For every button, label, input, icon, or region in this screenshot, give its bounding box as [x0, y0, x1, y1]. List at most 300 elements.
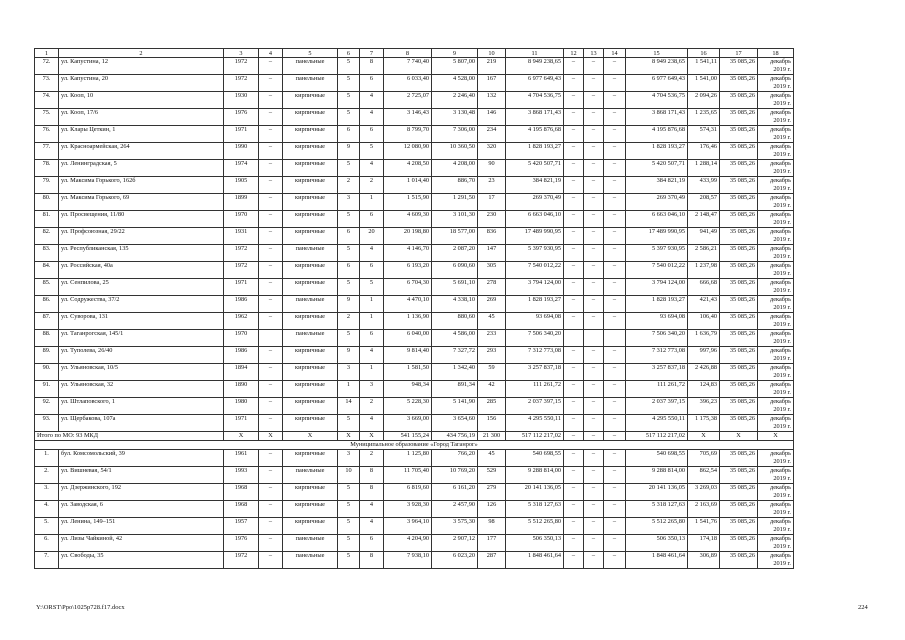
completion-month: декабрь	[770, 245, 791, 252]
table-cell: –	[259, 467, 283, 484]
table-cell: 89.	[35, 347, 59, 364]
completion-date-cell	[758, 501, 794, 518]
completion-date-cell	[758, 194, 794, 211]
table-cell: 7 506 340,20	[506, 330, 564, 347]
table-row	[35, 501, 794, 518]
table-cell: 8 799,70	[384, 126, 432, 143]
table-cell: 10 360,50	[432, 143, 478, 160]
table-cell: кирпичные	[283, 313, 338, 330]
table-cell: 1	[360, 313, 384, 330]
completion-date-cell	[758, 160, 794, 177]
table-cell: кирпичные	[283, 484, 338, 501]
table-cell: 1961	[224, 450, 259, 467]
table-cell: 5 318 127,63	[506, 501, 564, 518]
table-cell: 35 085,26	[720, 330, 758, 347]
completion-year: 2019 г.	[773, 65, 791, 73]
table-cell: 6	[360, 211, 384, 228]
page-number: 224	[858, 604, 868, 611]
table-cell: 9 288 814,00	[626, 467, 688, 484]
table-cell: 1	[360, 194, 384, 211]
completion-date-cell	[758, 467, 794, 484]
table-cell: 20	[360, 228, 384, 245]
table-cell: 541 155,24	[384, 432, 432, 441]
table-cell: –	[584, 518, 604, 535]
table-cell: кирпичные	[283, 450, 338, 467]
table-cell: –	[259, 211, 283, 228]
completion-year: 2019 г.	[773, 235, 791, 243]
table-cell: 1972	[224, 262, 259, 279]
table-cell: –	[584, 450, 604, 467]
table-cell: –	[604, 143, 626, 160]
table-cell: 230	[478, 211, 506, 228]
table-cell: –	[259, 381, 283, 398]
completion-year: 2019 г.	[773, 82, 791, 90]
table-cell: –	[604, 501, 626, 518]
table-cell: 1976	[224, 109, 259, 126]
column-header: 15	[626, 49, 688, 58]
table-cell: 6 040,00	[384, 330, 432, 347]
completion-month: декабрь	[770, 313, 791, 320]
table-cell: 35 085,26	[720, 143, 758, 160]
table-row	[35, 245, 794, 262]
table-cell: 5	[338, 58, 360, 75]
table-cell: –	[259, 160, 283, 177]
completion-month: декабрь	[770, 347, 791, 354]
table-cell: 1971	[224, 279, 259, 296]
table-cell: 10 769,20	[432, 467, 478, 484]
table-cell: 9	[338, 347, 360, 364]
table-cell: –	[584, 194, 604, 211]
table-cell: 3 101,30	[432, 211, 478, 228]
table-cell: –	[604, 126, 626, 143]
total-row	[35, 432, 794, 441]
table-cell	[604, 330, 626, 347]
table-cell: 278	[478, 279, 506, 296]
table-cell: –	[259, 58, 283, 75]
completion-month: декабрь	[770, 552, 791, 559]
table-cell: 1972	[224, 245, 259, 262]
table-cell: 45	[478, 450, 506, 467]
table-cell: 8	[360, 484, 384, 501]
table-cell: 12 080,90	[384, 143, 432, 160]
table-cell: 305	[478, 262, 506, 279]
table-cell: 111 261,72	[506, 381, 564, 398]
table-cell: ул. Содружества, 37/2	[59, 296, 224, 313]
table-row	[35, 552, 794, 569]
table-cell: 6	[360, 262, 384, 279]
table-cell: 1 828 193,27	[626, 296, 688, 313]
table-cell: 1986	[224, 296, 259, 313]
table-cell: 6 033,40	[384, 75, 432, 92]
table-cell: 35 085,26	[720, 279, 758, 296]
table-cell: X	[259, 432, 283, 441]
table-cell: ул. Ульяновская, 10/5	[59, 364, 224, 381]
table-cell: 3 794 124,00	[626, 279, 688, 296]
table-cell: –	[584, 484, 604, 501]
table-cell: 1 125,80	[384, 450, 432, 467]
table-cell: 3 868 171,43	[506, 109, 564, 126]
table-cell: –	[584, 296, 604, 313]
table-cell: 4	[360, 109, 384, 126]
table-cell: 3 269,03	[688, 484, 720, 501]
column-header: 12	[564, 49, 584, 58]
completion-month: декабрь	[770, 262, 791, 269]
table-row	[35, 279, 794, 296]
table-cell: ул. Капустина, 12	[59, 58, 224, 75]
table-cell: 3 257 837,18	[626, 364, 688, 381]
table-cell: 506 350,13	[626, 535, 688, 552]
completion-year: 2019 г.	[773, 167, 791, 175]
table-cell: ул. Щербакова, 107а	[59, 415, 224, 432]
table-cell: –	[584, 501, 604, 518]
table-cell: 6	[338, 262, 360, 279]
completion-date-cell	[758, 484, 794, 501]
table-cell: 269	[478, 296, 506, 313]
table-cell: 4 470,10	[384, 296, 432, 313]
table-cell: 1	[360, 296, 384, 313]
table-cell: 233	[478, 330, 506, 347]
table-cell: 2 586,21	[688, 245, 720, 262]
table-cell: 1993	[224, 467, 259, 484]
table-cell: 2 037 397,15	[506, 398, 564, 415]
table-cell: панельные	[283, 58, 338, 75]
table-cell: 5	[338, 245, 360, 262]
table-cell: –	[584, 313, 604, 330]
table-cell: 5	[338, 75, 360, 92]
table-cell: –	[564, 415, 584, 432]
table-cell: –	[564, 296, 584, 313]
table-cell: 3.	[35, 484, 59, 501]
table-cell: ул. Заводская, 6	[59, 501, 224, 518]
table-cell: –	[259, 364, 283, 381]
completion-year: 2019 г.	[773, 320, 791, 328]
table-cell: 1974	[224, 160, 259, 177]
table-cell: 124,83	[688, 381, 720, 398]
table-cell: 4 195 876,68	[506, 126, 564, 143]
table-cell: кирпичные	[283, 518, 338, 535]
table-cell: 2 148,47	[688, 211, 720, 228]
table-cell: 540 698,55	[506, 450, 564, 467]
table-cell: 5 397 930,95	[626, 245, 688, 262]
table-cell: 1890	[224, 381, 259, 398]
table-cell: кирпичные	[283, 92, 338, 109]
table-cell: 1905	[224, 177, 259, 194]
table-cell: 666,68	[688, 279, 720, 296]
completion-date-cell	[758, 262, 794, 279]
table-cell: 17	[478, 194, 506, 211]
table-cell: 5	[360, 279, 384, 296]
table-cell: 4.	[35, 501, 59, 518]
completion-date-cell	[758, 450, 794, 467]
table-cell: 8	[360, 467, 384, 484]
table-cell: 5	[338, 484, 360, 501]
table-cell: 4	[360, 160, 384, 177]
table-cell: –	[584, 109, 604, 126]
column-header: 18	[758, 49, 794, 58]
table-row	[35, 194, 794, 211]
table-cell: кирпичные	[283, 364, 338, 381]
table-cell: кирпичные	[283, 398, 338, 415]
table-cell: –	[584, 364, 604, 381]
register-table	[34, 48, 794, 569]
table-cell: 3 868 171,43	[626, 109, 688, 126]
table-cell: 5 318 127,63	[626, 501, 688, 518]
table-cell: кирпичные	[283, 143, 338, 160]
table-cell: –	[564, 58, 584, 75]
table-cell: 836	[478, 228, 506, 245]
table-cell: 6	[360, 330, 384, 347]
table-cell: 174,18	[688, 535, 720, 552]
table-cell: кирпичные	[283, 228, 338, 245]
table-cell: –	[564, 211, 584, 228]
table-row	[35, 364, 794, 381]
table-cell: 1.	[35, 450, 59, 467]
completion-date-cell	[758, 58, 794, 75]
completion-month: декабрь	[770, 381, 791, 388]
completion-year: 2019 г.	[773, 542, 791, 550]
table-cell: –	[604, 211, 626, 228]
table-cell: –	[584, 432, 604, 441]
table-cell: 11 705,40	[384, 467, 432, 484]
completion-month: декабрь	[770, 501, 791, 508]
table-cell: 6.	[35, 535, 59, 552]
table-cell: X	[224, 432, 259, 441]
column-header: 17	[720, 49, 758, 58]
table-cell: 5 228,30	[384, 398, 432, 415]
table-cell: 35 085,26	[720, 313, 758, 330]
table-cell: кирпичные	[283, 262, 338, 279]
table-cell: –	[584, 245, 604, 262]
table-cell: 705,69	[688, 450, 720, 467]
table-cell: –	[604, 467, 626, 484]
table-cell: 1930	[224, 92, 259, 109]
table-cell: –	[564, 160, 584, 177]
table-cell: 35 085,26	[720, 398, 758, 415]
table-row	[35, 177, 794, 194]
table-cell: –	[604, 194, 626, 211]
table-cell: 1 581,50	[384, 364, 432, 381]
table-cell: 4 704 536,75	[506, 92, 564, 109]
table-cell: 35 085,26	[720, 58, 758, 75]
table-cell: 5	[338, 501, 360, 518]
table-cell: 59	[478, 364, 506, 381]
table-cell: –	[604, 364, 626, 381]
table-cell: 2 725,07	[384, 92, 432, 109]
table-cell: 6 193,20	[384, 262, 432, 279]
table-cell: –	[259, 194, 283, 211]
completion-year: 2019 г.	[773, 184, 791, 192]
table-cell: кирпичные	[283, 211, 338, 228]
table-cell: 6	[338, 126, 360, 143]
completion-year: 2019 г.	[773, 218, 791, 226]
table-cell: кирпичные	[283, 501, 338, 518]
completion-date-cell	[758, 415, 794, 432]
table-cell: 93 694,08	[626, 313, 688, 330]
table-cell: ул. Кооп, 17/6	[59, 109, 224, 126]
table-cell: –	[584, 143, 604, 160]
table-cell: 1 014,40	[384, 177, 432, 194]
completion-month: декабрь	[770, 518, 791, 525]
table-cell: 156	[478, 415, 506, 432]
table-cell: –	[584, 126, 604, 143]
table-cell: 35 085,26	[720, 177, 758, 194]
table-cell: 7 312 773,08	[506, 347, 564, 364]
table-cell: 6 663 046,10	[506, 211, 564, 228]
table-cell: –	[564, 262, 584, 279]
table-cell: X	[338, 432, 360, 441]
table-cell: 90	[478, 160, 506, 177]
completion-month: декабрь	[770, 211, 791, 218]
table-cell: –	[259, 279, 283, 296]
table-cell: ул. Свободы, 35	[59, 552, 224, 569]
table-cell: 234	[478, 126, 506, 143]
column-header: 7	[360, 49, 384, 58]
table-cell: 35 085,26	[720, 535, 758, 552]
table-cell: 574,31	[688, 126, 720, 143]
table-cell: 1968	[224, 484, 259, 501]
column-header: 13	[584, 49, 604, 58]
table-cell: 83.	[35, 245, 59, 262]
table-cell: 306,89	[688, 552, 720, 569]
table-cell: 1970	[224, 211, 259, 228]
table-cell: –	[259, 398, 283, 415]
completion-month: декабрь	[770, 467, 791, 474]
table-cell: 8	[360, 58, 384, 75]
table-cell: –	[259, 177, 283, 194]
table-cell: 3	[338, 364, 360, 381]
completion-year: 2019 г.	[773, 508, 791, 516]
table-cell: 208,57	[688, 194, 720, 211]
table-cell: панельные	[283, 245, 338, 262]
table-cell: 85.	[35, 279, 59, 296]
table-cell: 176,46	[688, 143, 720, 160]
table-cell: 35 085,26	[720, 501, 758, 518]
completion-date-cell	[758, 279, 794, 296]
table-cell: 3 257 837,18	[506, 364, 564, 381]
table-cell: ул. Красноармейская, 264	[59, 143, 224, 160]
completion-year: 2019 г.	[773, 525, 791, 533]
table-cell: X	[720, 432, 758, 441]
table-cell: 4 204,90	[384, 535, 432, 552]
table-cell: 17 489 990,95	[506, 228, 564, 245]
table-cell: –	[259, 109, 283, 126]
table-cell: 5	[338, 330, 360, 347]
table-cell: 82.	[35, 228, 59, 245]
table-cell: 35 085,26	[720, 484, 758, 501]
table-cell: ул. Ульяновская, 32	[59, 381, 224, 398]
table-cell: ул. Суворова, 131	[59, 313, 224, 330]
table-cell: 421,43	[688, 296, 720, 313]
table-cell: 5.	[35, 518, 59, 535]
table-cell: 7 740,40	[384, 58, 432, 75]
table-cell: 4 704 536,75	[626, 92, 688, 109]
table-cell: 7.	[35, 552, 59, 569]
table-cell: 76.	[35, 126, 59, 143]
table-cell: –	[604, 518, 626, 535]
table-cell: 73.	[35, 75, 59, 92]
table-cell: –	[564, 109, 584, 126]
table-cell: 5	[338, 109, 360, 126]
table-cell: 1972	[224, 552, 259, 569]
completion-year: 2019 г.	[773, 269, 791, 277]
table-cell: 1 342,40	[432, 364, 478, 381]
table-cell: –	[259, 415, 283, 432]
table-cell: ул. Российская, 40а	[59, 262, 224, 279]
table-cell: 74.	[35, 92, 59, 109]
table-cell: 42	[478, 381, 506, 398]
table-cell: ул. Ленинградская, 5	[59, 160, 224, 177]
table-cell: 35 085,26	[720, 296, 758, 313]
completion-month: декабрь	[770, 143, 791, 150]
table-cell: 1971	[224, 126, 259, 143]
table-cell: 6 090,60	[432, 262, 478, 279]
table-cell: 1 541,76	[688, 518, 720, 535]
table-cell: 8 949 238,65	[506, 58, 564, 75]
table-cell: 35 085,26	[720, 467, 758, 484]
table-cell: 6 161,20	[432, 484, 478, 501]
table-cell: 1968	[224, 501, 259, 518]
table-cell: 5	[338, 211, 360, 228]
table-cell: 6	[360, 126, 384, 143]
completion-date-cell	[758, 364, 794, 381]
table-cell	[584, 330, 604, 347]
table-cell: 146	[478, 109, 506, 126]
table-cell: ул. Максима Горького, 162б	[59, 177, 224, 194]
table-cell: 2 907,12	[432, 535, 478, 552]
table-cell: –	[584, 415, 604, 432]
completion-date-cell	[758, 381, 794, 398]
table-cell: 1	[360, 364, 384, 381]
table-cell: 9 288 814,00	[506, 467, 564, 484]
table-cell: –	[564, 177, 584, 194]
table-cell: бул. Комсомольский, 39	[59, 450, 224, 467]
table-cell: 7 312 773,08	[626, 347, 688, 364]
table-cell: 6	[360, 75, 384, 92]
table-cell: 2 037 397,15	[626, 398, 688, 415]
table-cell: 5 807,00	[432, 58, 478, 75]
table-cell: –	[259, 518, 283, 535]
table-cell: 3 669,00	[384, 415, 432, 432]
column-header: 8	[384, 49, 432, 58]
table-cell: 1 828 193,27	[506, 296, 564, 313]
table-cell: 2	[360, 177, 384, 194]
table-cell: 6 023,20	[432, 552, 478, 569]
table-cell: –	[564, 313, 584, 330]
table-cell: 5	[338, 552, 360, 569]
table-cell: 6 977 649,43	[626, 75, 688, 92]
table-cell: 4 208,00	[432, 160, 478, 177]
table-row	[35, 415, 794, 432]
table-cell: 132	[478, 92, 506, 109]
table-cell: –	[564, 381, 584, 398]
completion-year: 2019 г.	[773, 133, 791, 141]
column-header: 2	[59, 49, 224, 58]
table-cell: 2	[360, 398, 384, 415]
table-cell: 517 112 217,02	[506, 432, 564, 441]
table-cell: 384 821,19	[506, 177, 564, 194]
table-cell: 111 261,72	[626, 381, 688, 398]
completion-date-cell	[758, 177, 794, 194]
column-number-row	[35, 49, 794, 58]
table-cell: кирпичные	[283, 109, 338, 126]
table-cell: 18 577,00	[432, 228, 478, 245]
table-cell: 35 085,26	[720, 518, 758, 535]
table-cell: кирпичные	[283, 381, 338, 398]
table-row	[35, 75, 794, 92]
table-cell: ул. Клары Цеткин, 1	[59, 126, 224, 143]
table-cell: 1	[338, 381, 360, 398]
completion-year: 2019 г.	[773, 99, 791, 107]
